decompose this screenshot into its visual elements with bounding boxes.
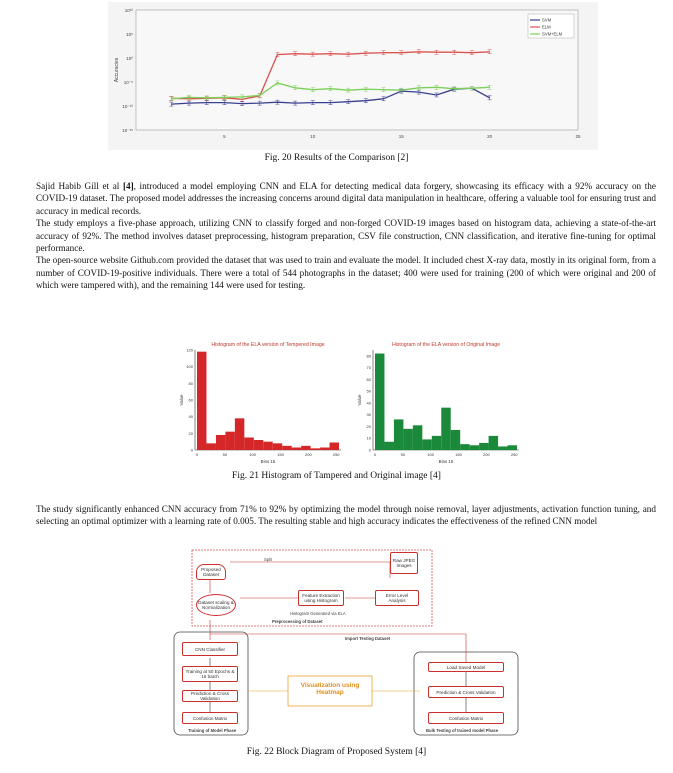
y-tick-label: 120: [186, 347, 193, 353]
histogram-bar: [301, 446, 310, 450]
histogram-bar: [489, 436, 498, 450]
x-tick-label: 200: [305, 452, 312, 457]
dataset-scaling-node: Dataset scaling & Normalization: [196, 594, 236, 616]
confusion-right-node: Confusion Matrix: [428, 712, 504, 724]
y-axis-label: Value: [357, 394, 362, 406]
x-tick-label: 25: [575, 134, 581, 139]
histogram-bar: [432, 436, 441, 450]
x-axis-label: Bins 15: [438, 459, 454, 464]
body-text-2: [36, 503, 656, 528]
y-tick-label: 10⁻¹⁵: [122, 128, 133, 133]
prediction-left-node: Prediction & Cross Validation: [182, 690, 238, 702]
x-tick-label: 100: [249, 452, 257, 457]
plot-area: [136, 10, 578, 130]
x-tick-label: 150: [277, 452, 284, 457]
y-tick-label: 50: [366, 388, 371, 394]
training-epochs-node: Training at 50 Epochs & 16 batch: [182, 666, 238, 682]
paragraph-gill: [36, 180, 656, 217]
y-tick-label: 30: [366, 412, 371, 418]
fig21-caption: Fig. 21 Histogram of Tampered and Original image [4]: [232, 471, 441, 481]
citation-4: [4]: [122, 181, 134, 191]
paragraph-accuracy: The study significantly enhanced CNN accuracy from 71% to 92% by optimizing the model through noise removal, layer adjustments, activation function tuning, and selecting an optimal optimizer with a learning rate of 0.005. The resulting stable and high accuracy indicates the effectiveness of the refined CNN model: [36, 504, 656, 527]
y-tick-label: 20: [188, 430, 193, 436]
x-tick-label: 150: [455, 452, 462, 457]
y-tick-label: 20: [366, 423, 371, 429]
histogram-bar: [498, 446, 507, 450]
histogram-bar: [460, 444, 469, 450]
training-phase-label: Training of Model Phase: [188, 728, 237, 733]
fig21-histograms: [173, 338, 523, 468]
x-tick-label: 50: [400, 452, 406, 457]
histogram-bar: [451, 430, 460, 450]
histogram-bar: [479, 443, 488, 450]
histogram-bar: [384, 442, 393, 450]
histogram-bar: [263, 442, 272, 450]
fig20-svg: [108, 2, 598, 150]
y-tick-label: 80: [188, 380, 193, 386]
histogram-bar: [235, 418, 244, 450]
legend-label: ELM: [542, 24, 551, 30]
prediction-right-node: Prediction & Cross Validation: [428, 686, 504, 698]
ela-note: Histogram Generated via ELA: [290, 611, 346, 616]
legend-label: SVM: [542, 17, 552, 23]
confusion-left-node: Confusion Matrix: [182, 712, 238, 724]
x-tick-label: 250: [332, 452, 340, 457]
histogram-bar: [441, 408, 450, 450]
y-tick-label: 10⁻¹⁰: [122, 104, 133, 109]
histogram-bar: [403, 429, 412, 450]
proposed-dataset-node: Proposed Dataset: [196, 564, 226, 580]
y-tick-label: 10: [366, 435, 371, 441]
histogram-bar: [216, 435, 225, 450]
paragraph-dataset: The open-source website Github.com provided the dataset that was used to train and evaluate the model. It included chest X-ray data, mostly in its original form, from a number of COVID-19-positive individuals. There were a total of 544 photographs in the dataset; 400 were used for training (200 of which were original and 200 of which were tampered with), and the remaining 144 were used for testing.: [36, 255, 656, 291]
y-axis-label: Value: [179, 394, 184, 406]
y-tick-label: 40: [188, 414, 193, 420]
y-tick-label: 60: [366, 376, 371, 382]
x-tick-label: 20: [487, 134, 493, 139]
histogram-bar: [206, 443, 215, 450]
y-tick-label: 10⁵: [126, 32, 133, 37]
histogram-bar: [282, 446, 291, 450]
x-tick-label: 5: [223, 134, 226, 139]
histogram-bar: [470, 445, 479, 450]
fig20-chart: [108, 2, 598, 150]
y-tick-label: 80: [366, 353, 371, 359]
histogram-bar: [320, 448, 329, 451]
fig20-caption: Fig. 20 Results of the Comparison [2]: [264, 153, 409, 163]
histogram-bar: [273, 443, 282, 450]
load-saved-node: Load Saved Model: [428, 662, 504, 672]
y-tick-label: 100: [186, 364, 193, 370]
x-tick-label: 0: [195, 452, 199, 457]
histogram-bar: [244, 438, 253, 451]
x-axis-label: Bins 15: [260, 459, 276, 464]
histogram-bar: [225, 432, 234, 450]
visualization-node: Visualization using Heatmap: [300, 682, 360, 696]
histogram-title: Histogram of the ELA version of Tempered Image: [211, 342, 325, 348]
y-tick-label: 0: [190, 447, 193, 453]
x-tick-label: 250: [510, 452, 518, 457]
x-tick-label: 15: [398, 134, 404, 139]
preprocessing-title: Preprocessing of Dataset: [272, 619, 323, 624]
cnn-classifier-node: CNN Classifier: [182, 642, 238, 656]
y-tick-label: 70: [366, 365, 371, 371]
y-tick-label: 10⁻⁵: [123, 80, 133, 85]
histogram-bar: [413, 425, 422, 450]
split-label: Split: [264, 557, 273, 562]
histogram-bar: [394, 419, 403, 450]
paragraph-approach: The study employs a five-phase approach, utilizing CNN to classify forged and non-forged COVID-19 images based on histogram data, achieving a state-of-the-art accuracy of 92%. The method involves dataset preprocessing, histogram preparation, CSV file construction, CNN classification, and iterative fine-tuning for optimal performance.: [36, 218, 656, 254]
y-tick-label: 10¹⁰: [124, 8, 133, 13]
x-tick-label: 200: [483, 452, 490, 457]
raw-images-node: Raw JPEG Images: [390, 552, 418, 574]
paragraph-1-text: Sajid Habib Gill et al: [36, 181, 123, 191]
feature-extraction-node: Feature Extraction using Histogram: [298, 590, 344, 606]
histogram-bar: [254, 440, 263, 450]
bulk-testing-label: Bulk Testing of trained model Phase: [426, 728, 499, 733]
histogram-bar: [292, 448, 301, 451]
legend-label: SVM+ELM: [542, 31, 563, 37]
body-text-1: [36, 180, 656, 292]
fig21-svg: [173, 338, 523, 468]
histogram-bar: [375, 354, 384, 450]
y-tick-label: 10⁰: [126, 56, 133, 61]
x-tick-label: 50: [222, 452, 228, 457]
x-tick-label: 100: [427, 452, 435, 457]
fig22-caption: Fig. 22 Block Diagram of Proposed System [4]: [246, 747, 427, 757]
paragraph-1-cont: , introduced a model employing CNN and ELA for detecting medical data forgery, showcasing its efficacy with a 92% accuracy on the COVID-19 dataset. The proposed model addresses the increasing concerns around digital data manipulation in healthcare, offering a valuable tool for ensuring trust and accuracy in medical records.: [36, 181, 656, 216]
error-level-node: Error Level Analysis: [375, 590, 419, 606]
y-tick-label: 0: [368, 447, 371, 453]
import-testing-label: Import Testing Dataset: [345, 636, 391, 641]
y-axis-label: Accuracies: [114, 57, 120, 83]
x-tick-label: 0: [373, 452, 377, 457]
histogram-bar: [311, 448, 320, 450]
histogram-bar: [422, 439, 431, 450]
histogram-bar: [330, 443, 339, 451]
histogram-bar: [508, 445, 517, 450]
x-tick-label: 10: [310, 134, 316, 139]
y-tick-label: 40: [366, 400, 371, 406]
histogram-bar: [197, 352, 206, 450]
y-tick-label: 60: [188, 397, 193, 403]
fig22-block-diagram: [170, 548, 526, 738]
histogram-title: Histogram of the ELA version of Original Image: [391, 342, 501, 348]
